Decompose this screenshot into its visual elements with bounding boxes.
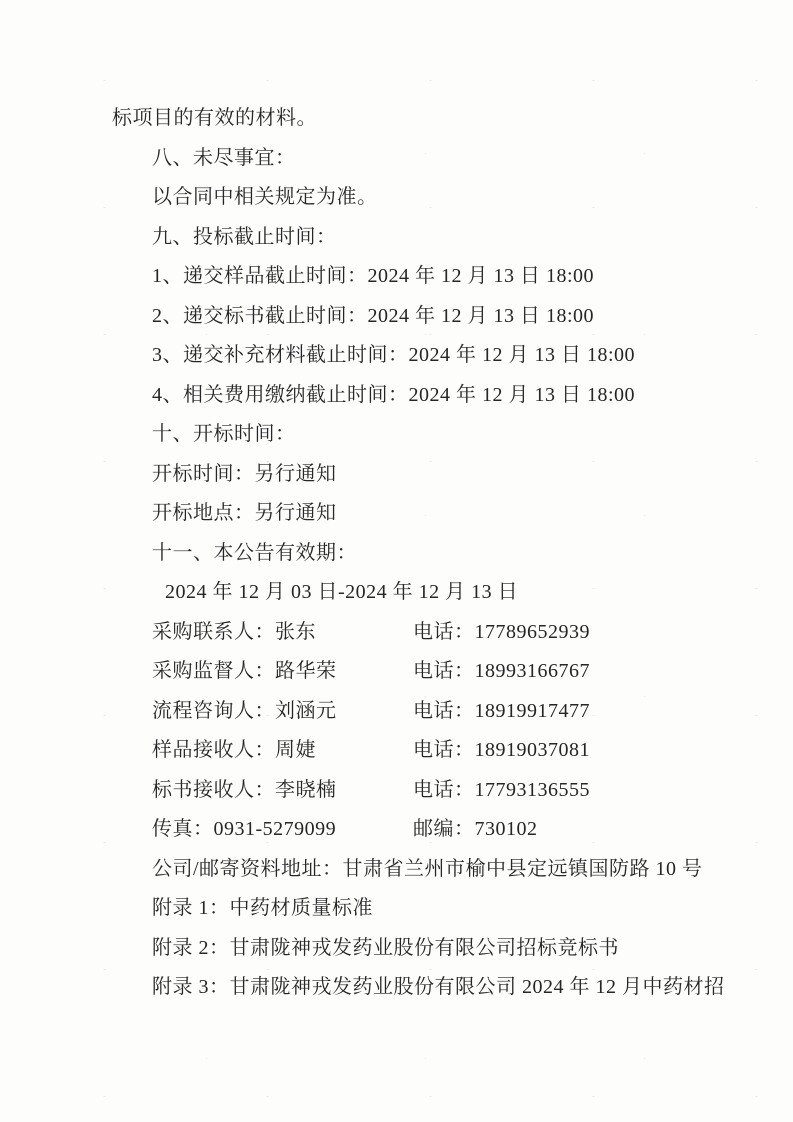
contact-label: 采购联系人：张东 (152, 620, 316, 643)
appendix-line-1: 附录 1：中药材质量标准 (152, 897, 373, 919)
opening-time-line: 开标时间：另行通知 (152, 462, 337, 485)
appendix-line-3: 附录 3：甘肃陇神戎发药业股份有限公司 2024 年 12 月中药材招 (152, 976, 725, 998)
contact-phone: 电话：18919037081 (413, 739, 590, 761)
section8-body: 以合同中相关规定为准。 (152, 186, 378, 208)
contact-phone: 电话：17789652939 (413, 620, 590, 643)
postal-code-label: 邮编：730102 (413, 818, 538, 840)
contact-label: 标书接收人：李晓楠 (152, 778, 337, 801)
section10-heading: 十、开标时间： (152, 423, 296, 445)
section9-heading: 九、投标截止时间： (152, 225, 337, 248)
appendix-line-2: 附录 2：甘肃陇神戎发药业股份有限公司招标竞标书 (152, 936, 619, 959)
deadline-item-sample: 1、递交样品截止时间：2024 年 12 月 13 日 18:00 (152, 265, 595, 287)
paragraph-continuation: 标项目的有效的材料。 (112, 107, 317, 129)
address-line: 公司/邮寄资料地址：甘肃省兰州市榆中县定远镇国防路 10 号 (152, 857, 703, 880)
contact-row-purchase-contact (152, 622, 733, 643)
contact-row-bid-receiver (152, 780, 733, 801)
contact-label: 样品接收人：周婕 (152, 739, 316, 761)
section8-heading: 八、未尽事宜： (152, 146, 296, 169)
section11-heading: 十一、本公告有效期： (152, 541, 357, 564)
deadline-item-fee-payment: 4、相关费用缴纳截止时间：2024 年 12 月 13 日 18:00 (152, 383, 636, 406)
contact-phone: 电话：18919917477 (413, 699, 590, 722)
opening-place-line: 开标地点：另行通知 (152, 502, 337, 524)
fax-label: 传真：0931-5279099 (152, 818, 337, 840)
contact-label: 采购监督人：路华荣 (152, 660, 337, 682)
fax-postal-row (152, 819, 733, 840)
validity-period: 2024 年 12 月 03 日-2024 年 12 月 13 日 (165, 581, 519, 603)
contact-label: 流程咨询人：刘涵元 (152, 699, 337, 722)
contact-row-sample-receiver (152, 740, 733, 761)
contact-row-purchase-supervisor (152, 661, 733, 682)
contact-row-process-consultant (152, 701, 733, 722)
contact-phone: 电话：17793136555 (413, 778, 590, 801)
deadline-item-supplementary: 3、递交补充材料截止时间：2024 年 12 月 13 日 18:00 (152, 344, 636, 366)
deadline-item-bid-document: 2、递交标书截止时间：2024 年 12 月 13 日 18:00 (152, 304, 595, 327)
contact-phone: 电话：18993166767 (413, 660, 590, 682)
